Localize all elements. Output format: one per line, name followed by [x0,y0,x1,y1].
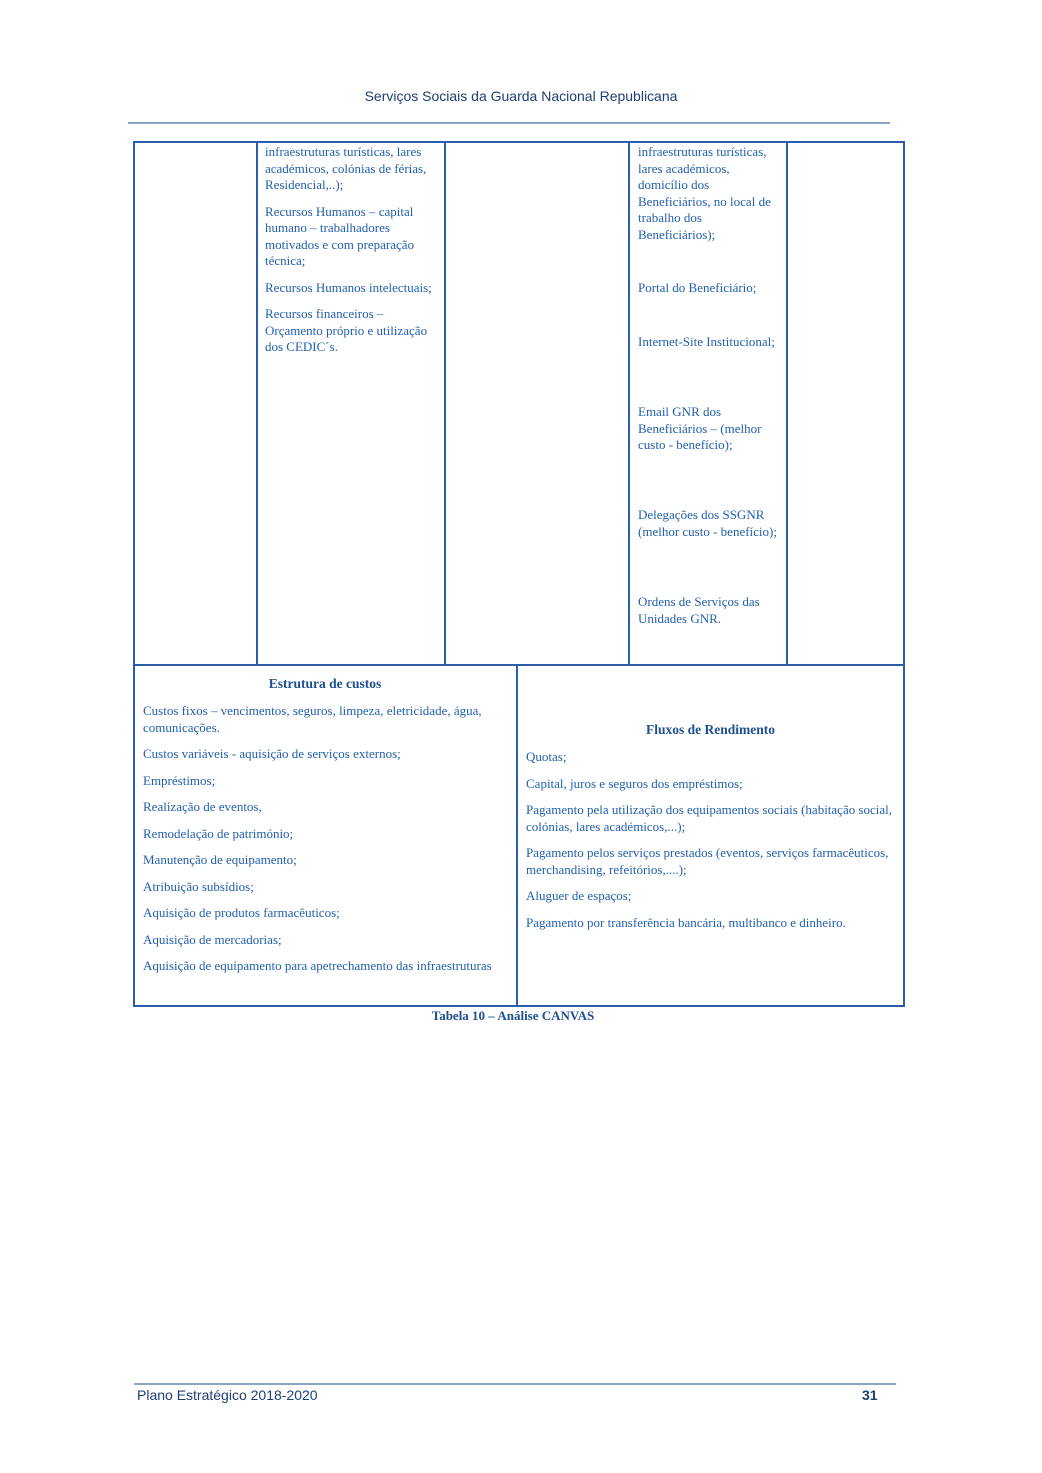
revenue-item: Pagamento pela utilização dos equipamentos sociais (habitação social, colónias, lares académicos,...); [526,802,893,834]
table-caption: Tabela 10 – Análise CANVAS [431,1008,595,1023]
page-header-title: Serviços Sociais da Guarda Nacional Republicana [364,88,678,104]
cost-item: Manutenção de equipamento; [143,852,297,867]
cost-item: Remodelação de património; [143,825,294,841]
revenue-item: Aluguer de espaços; [526,888,632,903]
key-resources-cell [265,144,441,356]
revenue-streams-list [526,749,896,931]
page-number: 31 [862,1387,878,1403]
column-divider [786,141,788,665]
cost-item: Realização de eventos, [143,799,262,814]
section-divider [133,664,905,666]
cost-item: Atribuição subsídios; [143,878,254,894]
column-divider [444,141,446,665]
column-divider [628,141,630,665]
cost-structure-list [143,703,508,975]
cost-item: Custos variáveis - aquisição de serviços externos; [143,746,401,761]
channels-item: Portal do Beneficiário; [638,280,757,295]
cost-structure-title: Estrutura de custos [268,676,382,691]
channels-item: Internet-Site Institucional; [638,334,775,349]
revenue-item: Quotas; [526,749,567,764]
channels-item: infraestruturas turísticas, lares académicos, domicílio dos Beneficiários, no local de trabalho dos Beneficiários); [638,144,771,242]
cost-item: Aquisição de mercadorias; [143,931,282,947]
channels-item: Email GNR dos Beneficiários – (melhor custo - benefício); [638,404,762,452]
revenue-item: Pagamento por transferência bancária, multibanco e dinheiro. [526,914,846,930]
revenue-streams-title: Fluxos de Rendimento [645,722,775,737]
footer-document-title: Plano Estratégico 2018-2020 [137,1387,318,1403]
key-resource-item: Recursos Humanos – capital humano – trabalhadores motivados e com preparação técnica; [265,203,415,268]
key-resource-item: Recursos Humanos intelectuais; [265,279,432,295]
revenue-item: Pagamento pelos serviços prestados (eventos, serviços farmacêuticos, merchandising, refeitórios,....); [526,845,889,877]
revenue-item: Capital, juros e seguros dos empréstimos; [526,775,743,791]
header-rule [128,122,890,124]
key-resource-item: Recursos financeiros – Orçamento próprio e utilização dos CEDIC´s. [265,306,428,354]
cost-item: Empréstimos; [143,772,216,788]
key-resource-item: infraestruturas turísticas, lares académicos, colónias de férias, Residencial,..); [265,144,427,192]
channels-item: Ordens de Serviços das Unidades GNR. [638,594,760,626]
column-divider [516,664,518,1007]
column-divider [256,141,258,665]
cost-item: Custos fixos – vencimentos, seguros, limpeza, eletricidade, água, comunicações. [143,703,482,735]
footer-rule [134,1383,896,1385]
cost-item: Aquisição de equipamento para apetrechamento das infraestruturas [143,958,492,973]
cost-item: Aquisição de produtos farmacêuticos; [143,905,340,920]
channels-item: Delegações dos SSGNR (melhor custo - benefício); [638,507,777,539]
